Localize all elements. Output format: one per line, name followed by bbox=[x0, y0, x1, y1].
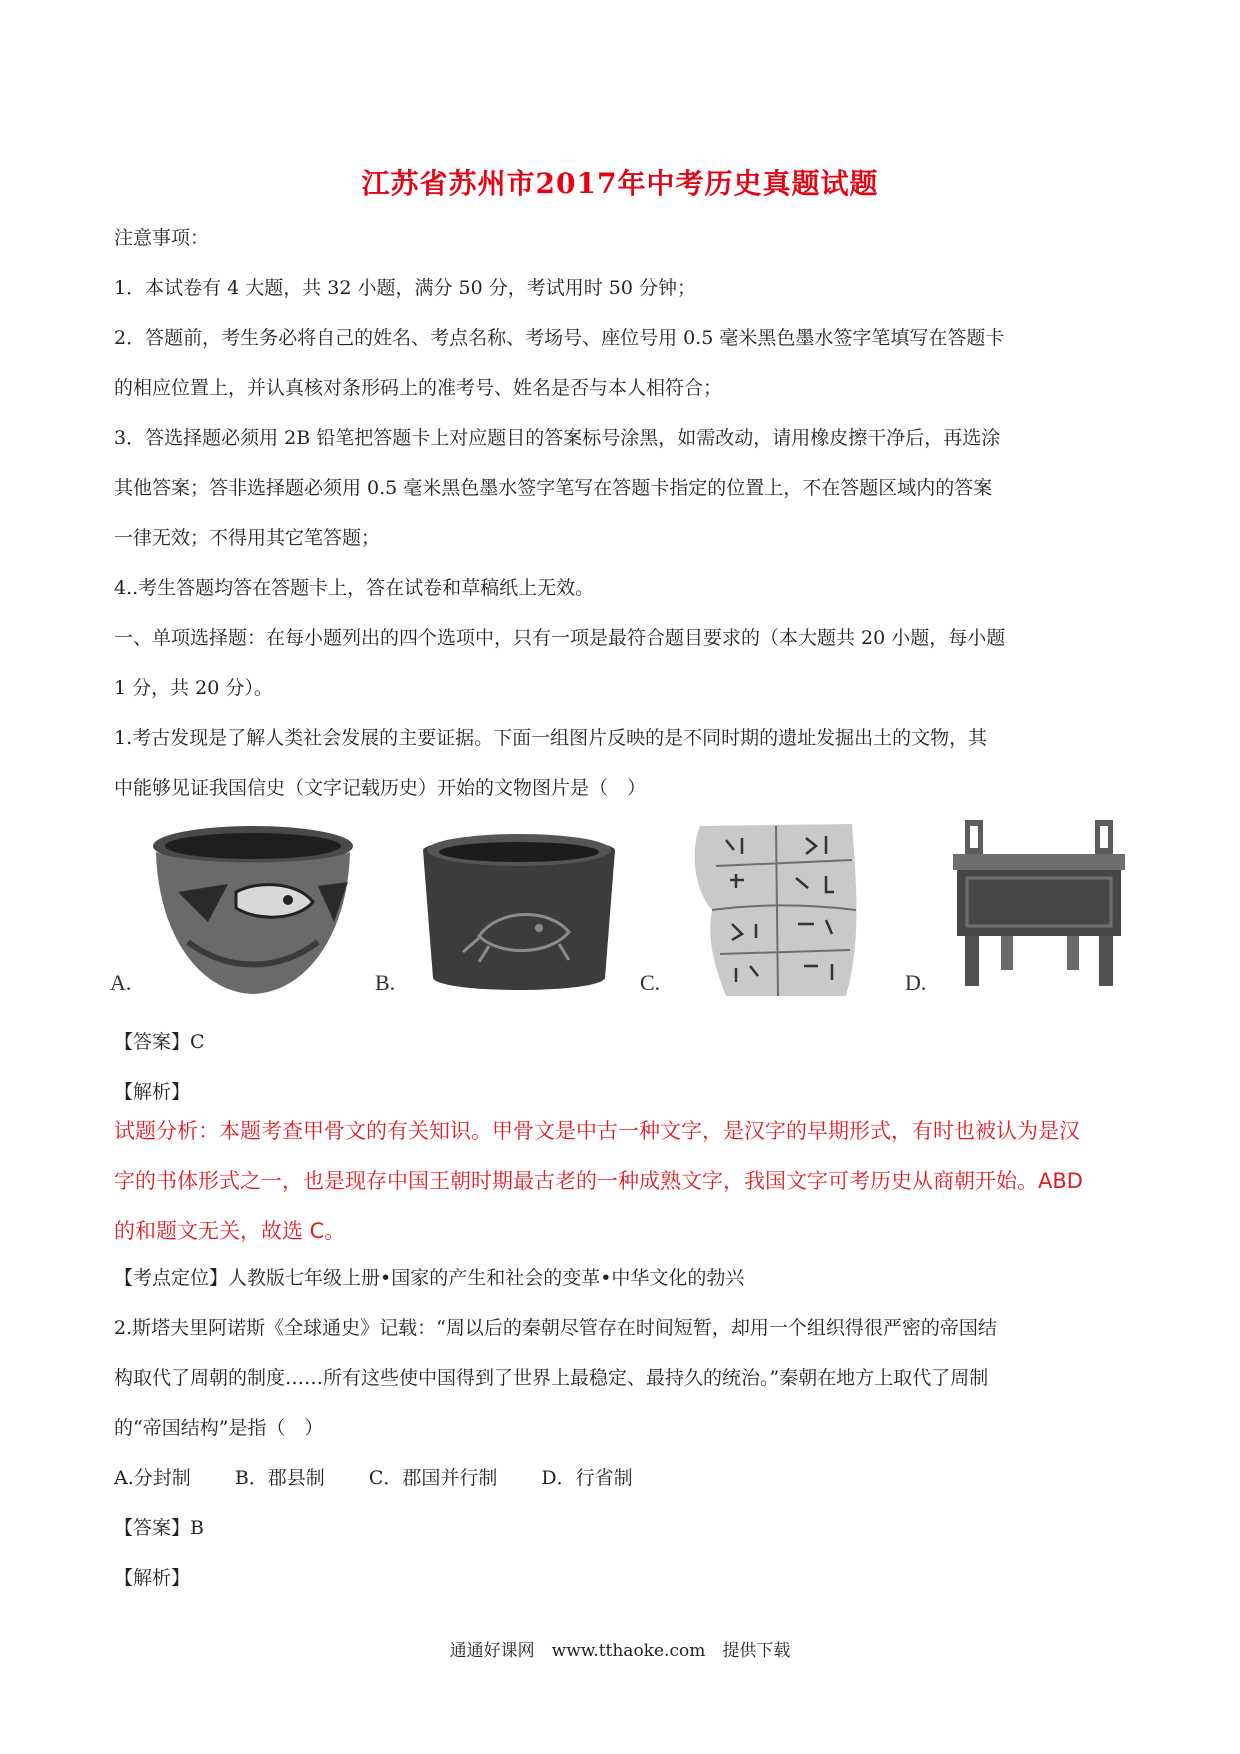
q1-analysis-line-c: 的和题文无关，故选 C。 bbox=[114, 1219, 346, 1243]
figure-c-label: C. bbox=[640, 970, 661, 995]
notice-heading: 注意事项： bbox=[114, 227, 210, 249]
oracle-bone-icon bbox=[686, 820, 866, 998]
q2-stem-a: 2.斯塔夫里阿诺斯《全球通史》记载：“周以后的秦朝尽管存在时间短暂，却用一个组织得很严密的帝国结 bbox=[114, 1317, 997, 1339]
page-title: 江苏省苏州市2017年中考历史真题试题 bbox=[361, 167, 879, 200]
notice-item-3b: 其他答案；答非选择题必须用 0.5 毫米黑色墨水签字笔写在答题卡指定的位置上，不在答题区域内的答案 bbox=[114, 477, 993, 499]
figure-b-label: B. bbox=[375, 970, 396, 995]
notice-item-2b: 的相应位置上，并认真核对条形码上的准考号、姓名是否与本人相符合； bbox=[114, 377, 723, 399]
notice-item-4: 4..考生答题均答在答题卡上，答在试卷和草稿纸上无效。 bbox=[114, 577, 595, 599]
figure-d bbox=[905, 818, 1145, 1000]
q1-stem-b: 中能够见证我国信史（文字记载历史）开始的文物图片是（ ） bbox=[114, 777, 647, 799]
notice-item-3c: 一律无效；不得用其它笔答题； bbox=[114, 527, 381, 549]
q2-option-a: A.分封制 bbox=[114, 1467, 191, 1489]
q1-figures bbox=[110, 818, 1130, 1000]
notice-item-2a: 2．答题前，考生务必将自己的姓名、考点名称、考场号、座位号用 0.5 毫米黑色墨水签字笔填写在答题卡 bbox=[114, 327, 1005, 349]
q1-analysis-line-a: 试题分析：本题考查甲骨文的有关知识。甲骨文是中古一种文字，是汉字的早期形式，有时也被认为是汉 bbox=[114, 1119, 1080, 1143]
q2-option-d: D．行省制 bbox=[541, 1467, 633, 1489]
section-1-heading-a: 一、单项选择题：在每小题列出的四个选项中，只有一项是最符合题目要求的（本大题共 20 小题，每小题 bbox=[114, 627, 1006, 649]
q1-stem-a: 1.考古发现是了解人类社会发展的主要证据。下面一组图片反映的是不同时期的遗址发掘出土的文物，其 bbox=[114, 727, 988, 749]
painted-pottery-basin-icon bbox=[148, 822, 358, 998]
q2-option-c: C．郡国并行制 bbox=[368, 1467, 498, 1489]
q1-analysis-line-b: 字的书体形式之一，也是现存中国王朝时期最古老的一种成熟文字，我国文字可考历史从商朝开始。ABD bbox=[114, 1169, 1083, 1193]
q1-exam-point: 【考点定位】人教版七年级上册•国家的产生和社会的变革•中华文化的勃兴 bbox=[114, 1267, 745, 1289]
figure-a bbox=[110, 818, 360, 1000]
q2-answer: 【答案】B bbox=[114, 1517, 204, 1539]
q2-options bbox=[114, 1466, 1134, 1490]
q1-analysis-heading: 【解析】 bbox=[114, 1081, 191, 1103]
q2-stem-b: 构取代了周朝的制度……所有这些使中国得到了世界上最稳定、最持久的统治。”秦朝在地方上取代了周制 bbox=[114, 1367, 989, 1389]
q1-answer: 【答案】C bbox=[114, 1031, 205, 1053]
notice-item-3a: 3．答选择题必须用 2B 铅笔把答题卡上对应题目的答案标号涂黑，如需改动，请用橡皮擦干净后，再选涂 bbox=[114, 427, 1001, 449]
q2-analysis-heading: 【解析】 bbox=[114, 1567, 191, 1589]
figure-b bbox=[375, 818, 625, 1000]
notice-item-1: 1．本试卷有 4 大题，共 32 小题，满分 50 分，考试用时 50 分钟； bbox=[114, 277, 697, 299]
q2-stem-c: 的“帝国结构”是指（ ） bbox=[114, 1417, 324, 1439]
section-1-heading-b: 1 分，共 20 分）。 bbox=[114, 677, 273, 699]
q2-option-b: B．郡县制 bbox=[234, 1467, 325, 1489]
page-footer: 通通好课网 www.tthaoke.com 提供下载 bbox=[449, 1641, 791, 1661]
bronze-ding-icon bbox=[949, 818, 1129, 988]
figure-d-label: D. bbox=[905, 970, 927, 995]
figure-a-label: A. bbox=[110, 970, 132, 995]
figure-c bbox=[640, 818, 890, 1000]
black-pottery-vessel-icon bbox=[419, 828, 619, 998]
